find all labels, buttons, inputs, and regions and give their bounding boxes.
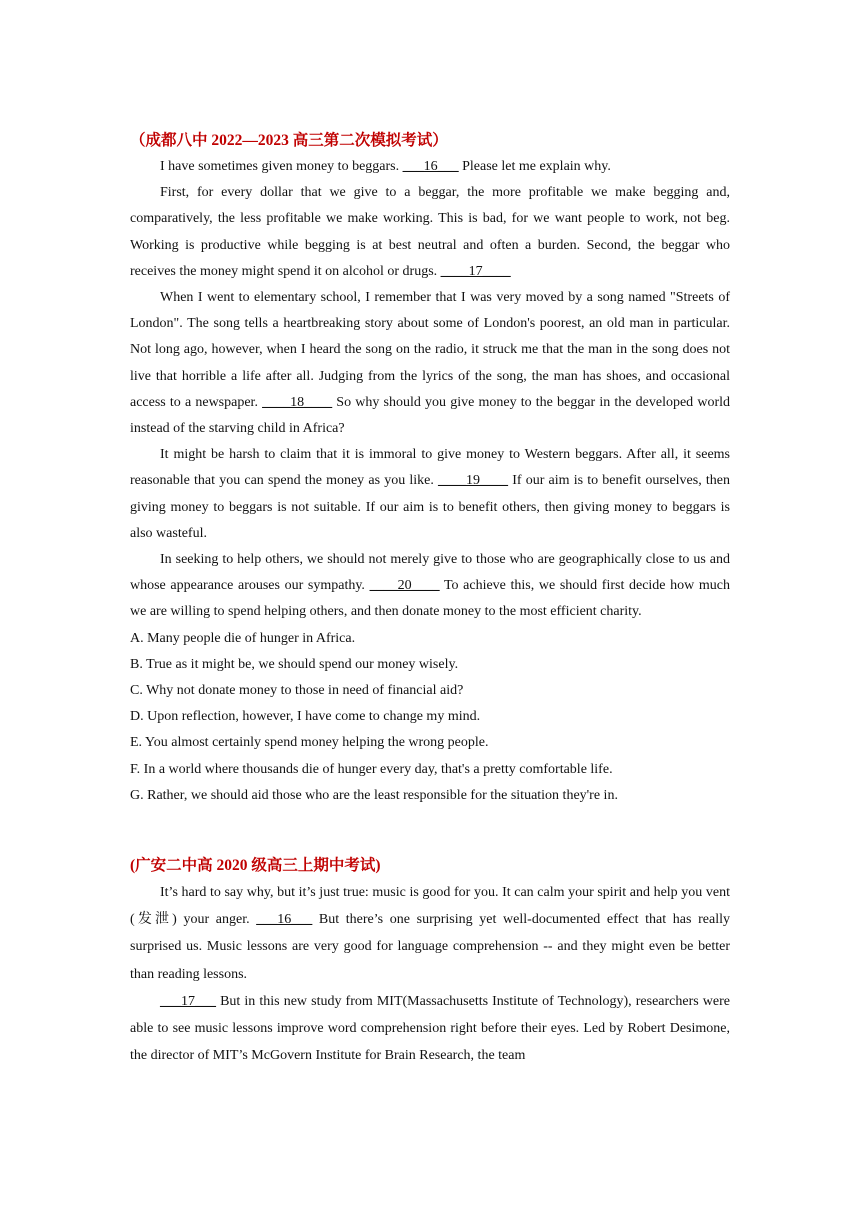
paragraph-5 (130, 547, 730, 626)
option-a: A. Many people die of hunger in Africa. (130, 630, 356, 646)
paragraph-2 (130, 180, 730, 285)
option-e: E. You almost certainly spend money helping the wrong people. (130, 735, 489, 751)
paragraph-text: Please let me explain why. (458, 159, 611, 174)
paragraph-text: But there’s one surprising yet well-documented effect that has really surprised us. Music lessons are very good for language comprehension -- and they might even be better than reading lessons. (130, 912, 730, 982)
paragraph-text: It might be harsh to claim that it is immoral to give money to Western beggars. After all, it seems reasonable that you can spend the money as you like. (130, 447, 730, 489)
paragraph-text: First, for every dollar that we give to a beggar, the more profitable we make begging and, comparatively, the less profitable we make working. This is bad, for we want people to work, not beg. Working is productive while begging is at best neutral and often a burden. Second, the beggar who receives the money might spend it on alcohol or drugs. (130, 185, 730, 279)
paragraph-4 (130, 442, 730, 547)
paragraph-text: If our aim is to benefit ourselves, then giving money to beggars is not suitable. If our aim is to benefit others, then giving money to beggars is also wasteful. (130, 473, 730, 541)
paragraph-1 (130, 879, 730, 988)
paragraph-1 (130, 154, 730, 180)
answer-blank-19: ____19____ (438, 473, 509, 489)
paragraph-text: To achieve this, we should first decide how much we are willing to spend helping others, and then donate money to the most efficient charity. (130, 578, 730, 620)
answer-blank-18: ____18____ (262, 394, 333, 410)
paragraph-text: I have sometimes given money to beggars. (160, 159, 403, 174)
options-list (130, 626, 730, 809)
section-chengdu-exam (130, 128, 730, 809)
option-g: G. Rather, we should aid those who are the least responsible for the situation they're in. (130, 787, 618, 803)
paragraph-text: So why should you give money to the beggar in the developed world instead of the starving child in Africa? (130, 394, 730, 437)
answer-blank-20: ____20____ (369, 578, 440, 594)
section-guangan-exam (130, 853, 730, 1069)
option-f: F. In a world where thousands die of hunger every day, that's a pretty comfortable life. (130, 761, 613, 777)
answer-blank-16: ___16___ (402, 159, 459, 174)
answer-blank-17: ____17____ (440, 263, 511, 279)
section-heading: （成都八中 2022—2023 高三第二次模拟考试） (130, 132, 448, 149)
answer-blank-16: ___16___ (256, 912, 313, 928)
paragraph-text: When I went to elementary school, I remember that I was very moved by a song named "Streets of London". The song tells a heartbreaking story about some of London's poorest, an old man in particular. Not long ago, however, when I heard the song on the radio, it struck me that the man in the song does not live that horrible a life after all. Judging from the lyrics of the song, the man has shoes, and occasional access to a newspaper. (130, 290, 730, 410)
paragraph-text: But in this new study from MIT(Massachusetts Institute of Technology), researchers were able to see music lessons improve word comprehension right before their eyes. Led by Robert Desimone, the director of MIT’s McGovern Institute for Brain Research, the team (130, 993, 730, 1064)
section-heading: (广安二中高 2020 级高三上期中考试) (130, 857, 381, 875)
paragraph-3 (130, 285, 730, 442)
paragraph-text: It’s hard to say why, but it’s just true: music is good for you. It can calm your spirit and help you vent (发泄) your anger. (130, 885, 730, 928)
answer-blank-17: ___17___ (160, 993, 216, 1009)
document-page (130, 128, 730, 1070)
option-b: B. True as it might be, we should spend our money wisely. (130, 656, 459, 672)
option-c: C. Why not donate money to those in need of financial aid? (130, 683, 464, 699)
option-d: D. Upon reflection, however, I have come to change my mind. (130, 709, 481, 725)
paragraph-text: In seeking to help others, we should not merely give to those who are geographically close to us and whose appearance arouses our sympathy. (130, 552, 730, 594)
paragraph-2 (130, 988, 730, 1070)
